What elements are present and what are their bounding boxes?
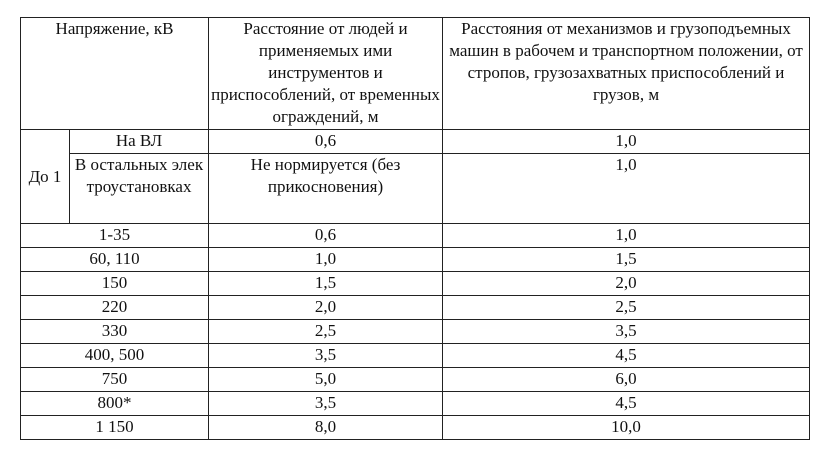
machines-distance-cell: 10,0 [443,416,810,440]
people-distance-cell: 1,0 [209,248,443,272]
table-row [21,248,810,272]
machines-distance-cell: 1,5 [443,248,810,272]
voltage-cell: 1-35 [21,224,209,248]
table-row [21,154,810,224]
table-row [21,224,810,248]
table-row [21,296,810,320]
people-distance-cell: Не нормируется (без прикосновения) [209,154,443,224]
voltage-cell: 330 [21,320,209,344]
table-row [21,130,810,154]
sub-voltage-cell: В остальных электроустановках [70,154,209,224]
header-machines-distance: Расстояния от механизмов и грузоподъемных машин в рабочем и транспортном положении, от стропов, грузозахватных приспособлений и грузов, м [443,18,810,130]
people-distance-cell: 1,5 [209,272,443,296]
people-distance-cell: 2,0 [209,296,443,320]
machines-distance-cell: 1,0 [443,224,810,248]
voltage-cell: 150 [21,272,209,296]
people-distance-cell: 3,5 [209,344,443,368]
people-distance-cell: 0,6 [209,224,443,248]
header-row [21,18,810,130]
machines-distance-cell: 4,5 [443,344,810,368]
header-voltage: Напряжение, кВ [21,18,209,130]
header-people-distance: Расстояние от людей и применяемых ими инструментов и приспособлений, от временных ограждений, м [209,18,443,130]
machines-distance-cell: 6,0 [443,368,810,392]
voltage-cell: 220 [21,296,209,320]
machines-distance-cell: 1,0 [443,154,810,224]
sub-voltage-cell: На ВЛ [70,130,209,154]
table-row [21,368,810,392]
voltage-cell: 1 150 [21,416,209,440]
table-row [21,272,810,296]
table-row [21,320,810,344]
machines-distance-cell: 2,5 [443,296,810,320]
table-row [21,392,810,416]
voltage-cell: 750 [21,368,209,392]
machines-distance-cell: 4,5 [443,392,810,416]
voltage-cell: 800* [21,392,209,416]
table-row [21,416,810,440]
voltage-cell: 60, 110 [21,248,209,272]
people-distance-cell: 0,6 [209,130,443,154]
distance-table [20,17,810,440]
people-distance-cell: 3,5 [209,392,443,416]
people-distance-cell: 5,0 [209,368,443,392]
machines-distance-cell: 1,0 [443,130,810,154]
people-distance-cell: 8,0 [209,416,443,440]
machines-distance-cell: 3,5 [443,320,810,344]
voltage-cell: 400, 500 [21,344,209,368]
table-row [21,344,810,368]
people-distance-cell: 2,5 [209,320,443,344]
group-label-up-to-1: До 1 [21,130,70,224]
machines-distance-cell: 2,0 [443,272,810,296]
